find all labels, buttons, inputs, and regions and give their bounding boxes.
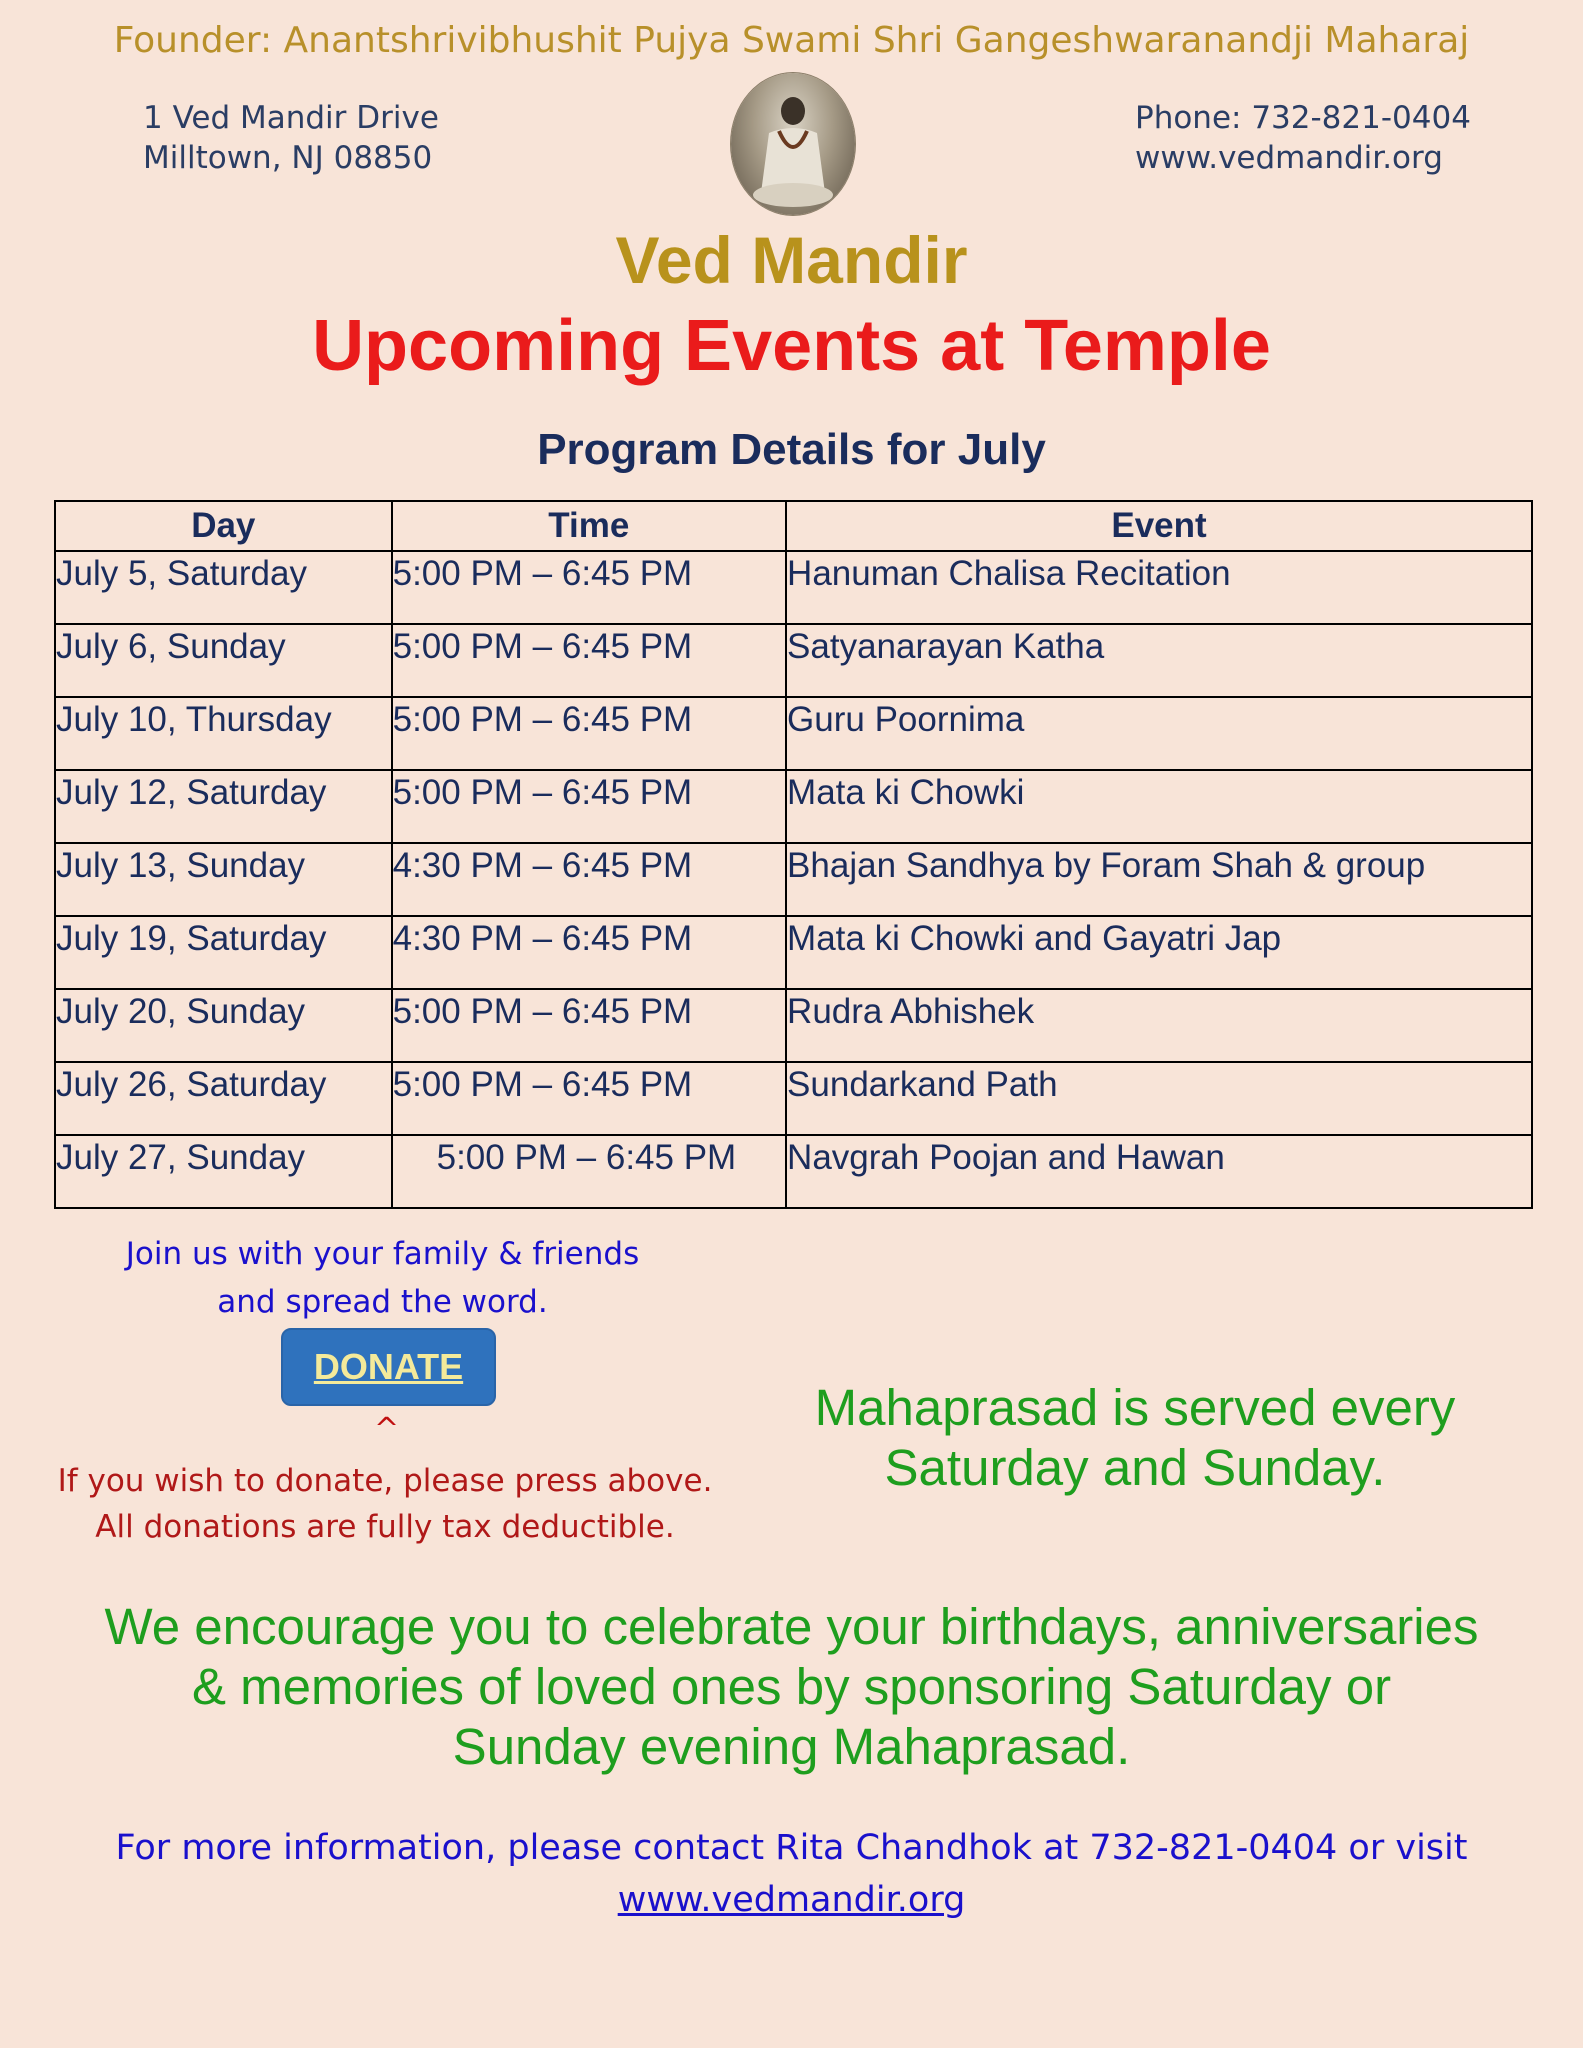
cell-day: July 20, Sunday (55, 989, 392, 1062)
cell-time: 4:30 PM – 6:45 PM (392, 843, 786, 916)
cell-event: Satyanarayan Katha (786, 624, 1532, 697)
cell-event: Sundarkand Path (786, 1062, 1532, 1135)
cell-day: July 6, Sunday (55, 624, 392, 697)
contact-info (0, 1822, 1583, 1926)
table-row (55, 916, 1532, 989)
cell-time: 5:00 PM – 6:45 PM (392, 624, 786, 697)
page-headline: Upcoming Events at Temple (312, 306, 1271, 386)
founder-portrait (731, 73, 855, 215)
contact-text: For more information, please contact Rita Chandhok at 732-821-0404 or visit (115, 1828, 1468, 1868)
sponsorship-line-3: Sunday evening Mahaprasad. (452, 1718, 1131, 1775)
invite-line-2: and spread the word. (217, 1284, 548, 1320)
sponsorship-line-2: & memories of loved ones by sponsoring Saturday or (191, 1658, 1392, 1715)
cell-day: July 27, Sunday (55, 1135, 392, 1208)
program-subheading: Program Details for July (537, 425, 1046, 474)
donate-note (40, 1458, 730, 1550)
events-table (54, 500, 1533, 1209)
temple-address (143, 98, 439, 178)
cell-day: July 26, Saturday (55, 1062, 392, 1135)
cell-event: Mata ki Chowki (786, 770, 1532, 843)
cell-event: Mata ki Chowki and Gayatri Jap (786, 916, 1532, 989)
cell-time: 5:00 PM – 6:45 PM (392, 551, 786, 624)
cell-event: Rudra Abhishek (786, 989, 1532, 1062)
cell-day: July 10, Thursday (55, 697, 392, 770)
temple-contact (1135, 98, 1471, 178)
cell-time: 4:30 PM – 6:45 PM (392, 916, 786, 989)
table-row (55, 989, 1532, 1062)
founder-line: Founder: Anantshrivibhushit Pujya Swami Shri Gangeshwaranandji Maharaj (113, 20, 1470, 61)
table-row (55, 624, 1532, 697)
mahaprasad-line-1: Mahaprasad is served every (814, 1379, 1456, 1436)
cell-day: July 5, Saturday (55, 551, 392, 624)
table-row (55, 1062, 1532, 1135)
table-row (55, 770, 1532, 843)
cell-day: July 13, Sunday (55, 843, 392, 916)
column-header-day: Day (55, 501, 392, 551)
cell-event: Hanuman Chalisa Recitation (786, 551, 1532, 624)
invite-text (70, 1230, 695, 1326)
donate-button[interactable]: DONATE (281, 1328, 496, 1406)
cell-event: Guru Poornima (786, 697, 1532, 770)
invite-line-1: Join us with your family & friends (125, 1236, 640, 1272)
table-row (55, 1135, 1532, 1208)
cell-day: July 19, Saturday (55, 916, 392, 989)
address-line-1: 1 Ved Mandir Drive (143, 100, 439, 136)
donate-note-line-2: All donations are fully tax deductible. (95, 1509, 675, 1545)
mahaprasad-notice (760, 1378, 1510, 1498)
mahaprasad-line-2: Saturday and Sunday. (884, 1439, 1386, 1496)
cell-event: Bhajan Sandhya by Foram Shah & group (786, 843, 1532, 916)
cell-time: 5:00 PM – 6:45 PM (392, 697, 786, 770)
donate-note-line-1: If you wish to donate, please press above. (57, 1463, 713, 1499)
caret-pointer: ^ (374, 1412, 400, 1447)
column-header-time: Time (392, 501, 786, 551)
sponsorship-line-1: We encourage you to celebrate your birthdays, anniversaries (104, 1598, 1479, 1655)
cell-day: July 12, Saturday (55, 770, 392, 843)
cell-event: Navgrah Poojan and Hawan (786, 1135, 1532, 1208)
org-name: Ved Mandir (615, 223, 968, 297)
table-header-row (55, 501, 1532, 551)
table-row (55, 843, 1532, 916)
phone-number: Phone: 732-821-0404 (1135, 100, 1471, 136)
cell-time: 5:00 PM – 6:45 PM (392, 989, 786, 1062)
website-link[interactable]: www.vedmandir.org (617, 1880, 966, 1920)
sponsorship-message (40, 1597, 1543, 1777)
table-row (55, 697, 1532, 770)
website-text: www.vedmandir.org (1135, 140, 1443, 176)
column-header-event: Event (786, 501, 1532, 551)
cell-time: 5:00 PM – 6:45 PM (392, 1062, 786, 1135)
address-line-2: Milltown, NJ 08850 (143, 140, 433, 176)
table-row (55, 551, 1532, 624)
cell-time: 5:00 PM – 6:45 PM (392, 1135, 786, 1208)
cell-time: 5:00 PM – 6:45 PM (392, 770, 786, 843)
